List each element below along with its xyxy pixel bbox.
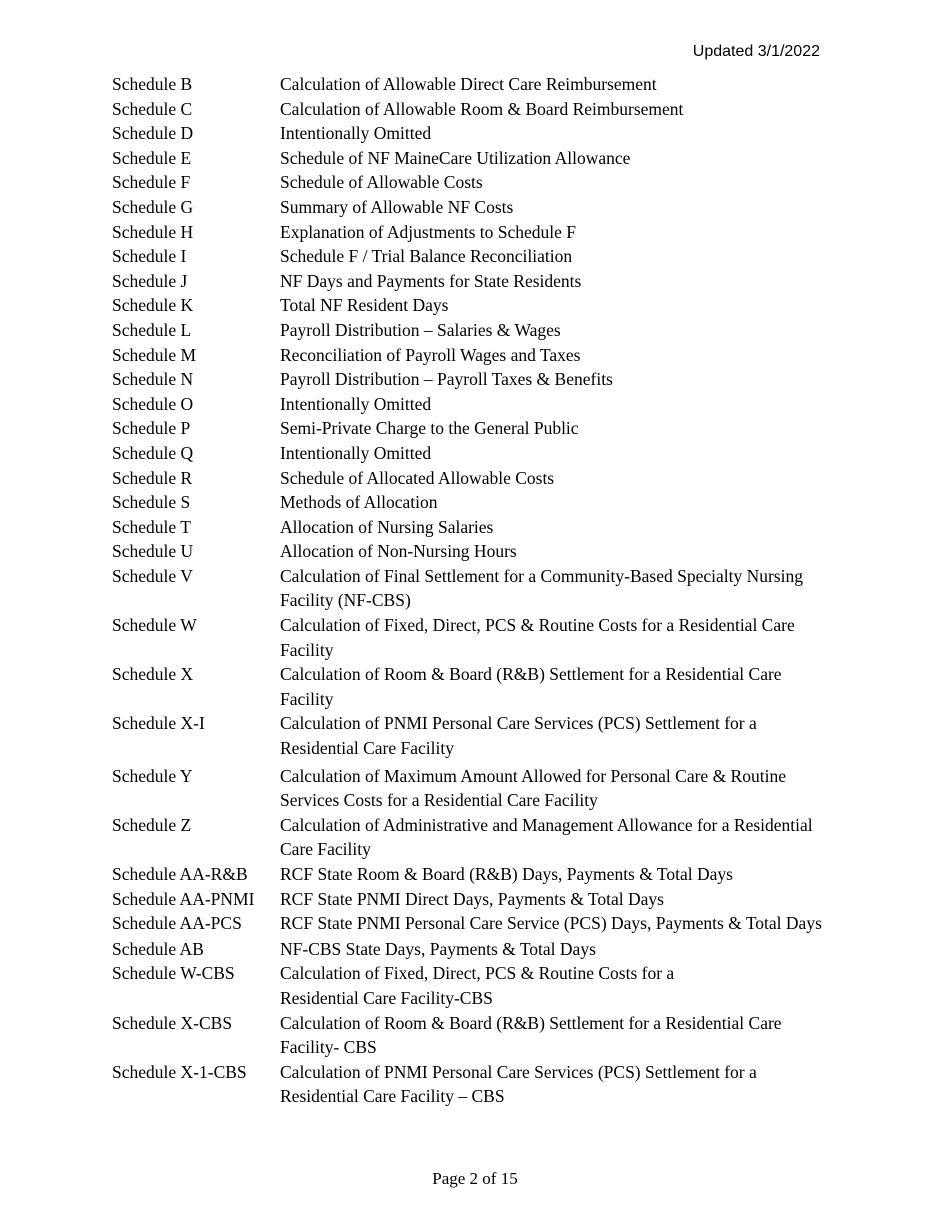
schedule-row — [112, 441, 832, 466]
schedule-code: Schedule N — [112, 369, 194, 390]
schedule-row — [112, 318, 832, 343]
schedule-description: RCF State Room & Board (R&B) Days, Payments & Total Days — [280, 864, 733, 884]
schedule-row — [112, 97, 832, 122]
schedule-code: Schedule B — [112, 74, 193, 94]
schedule-description: RCF State PNMI Personal Care Service (PCS) Days, Payments & Total Days — [280, 913, 822, 934]
schedule-row — [112, 490, 832, 515]
schedule-code: Schedule K — [112, 295, 194, 316]
schedule-code: Schedule I — [112, 246, 187, 267]
schedule-description: Schedule of Allocated Allowable Costs — [280, 467, 555, 488]
schedule-code: Schedule T — [112, 516, 191, 537]
schedule-row — [112, 121, 832, 146]
schedule-row — [112, 862, 832, 887]
schedule-row — [112, 764, 832, 813]
schedule-description: Explanation of Adjustments to Schedule F — [280, 221, 577, 242]
schedule-code: Schedule P — [112, 418, 191, 439]
schedule-code: Schedule X-I — [112, 713, 205, 734]
schedule-row — [112, 539, 832, 564]
schedule-description: Methods of Allocation — [280, 492, 438, 513]
schedule-row — [112, 72, 832, 97]
schedule-description: Calculation of Allowable Direct Care Reimbursement — [280, 74, 657, 94]
schedule-row — [112, 613, 832, 662]
schedule-row — [112, 813, 832, 862]
schedule-description: Reconciliation of Payroll Wages and Taxes — [280, 344, 581, 365]
schedule-description: Payroll Distribution – Payroll Taxes & Benefits — [280, 369, 613, 390]
schedule-description: Allocation of Nursing Salaries — [280, 516, 494, 537]
schedule-row — [112, 1011, 832, 1060]
schedule-row — [112, 711, 832, 760]
schedule-row — [112, 293, 832, 318]
schedule-code: Schedule U — [112, 541, 194, 562]
schedule-row — [112, 244, 832, 269]
schedule-code: Schedule F — [112, 172, 191, 193]
schedule-code: Schedule J — [112, 270, 188, 291]
schedule-description: Calculation of Final Settlement for a Community-Based Specialty Nursing Facility (NF-CBS) — [280, 565, 803, 611]
schedule-description: Payroll Distribution – Salaries & Wages — [280, 319, 561, 340]
schedule-description: Summary of Allowable NF Costs — [280, 196, 514, 217]
schedule-row — [112, 416, 832, 441]
schedule-code: Schedule W — [112, 615, 197, 636]
page-number: Page 2 of 15 — [432, 1169, 518, 1188]
schedule-description: Semi-Private Charge to the General Public — [280, 418, 579, 439]
schedule-row — [112, 195, 832, 220]
schedule-code: Schedule Y — [112, 765, 193, 786]
schedule-code: Schedule W-CBS — [112, 963, 235, 984]
schedule-code: Schedule X-1-CBS — [112, 1061, 247, 1082]
schedule-code: Schedule E — [112, 147, 192, 168]
schedule-row — [112, 564, 832, 613]
schedule-description: Calculation of Room & Board (R&B) Settlement for a Residential Care Facility — [280, 664, 782, 709]
schedule-description: Schedule F / Trial Balance Reconciliation — [280, 246, 573, 267]
schedule-row — [112, 146, 832, 171]
schedule-row — [112, 220, 832, 245]
schedule-code: Schedule L — [112, 319, 192, 340]
schedule-code: Schedule V — [112, 565, 193, 586]
schedule-row — [112, 911, 832, 936]
schedule-code: Schedule AA-PNMI — [112, 888, 255, 909]
schedule-description: Calculation of PNMI Personal Care Services (PCS) Settlement for a Residential Care Facility — [280, 713, 757, 759]
schedule-list — [112, 72, 832, 1109]
schedule-description: NF-CBS State Days, Payments & Total Days — [280, 938, 596, 959]
updated-date: Updated 3/1/2022 — [692, 43, 820, 60]
schedule-description: Total NF Resident Days — [280, 295, 449, 316]
schedule-row — [112, 662, 832, 711]
schedule-code: Schedule AA-R&B — [112, 864, 248, 884]
schedule-code: Schedule D — [112, 123, 194, 144]
schedule-row — [112, 392, 832, 417]
schedule-code: Schedule G — [112, 196, 194, 217]
schedule-row — [112, 269, 832, 294]
schedule-description: NF Days and Payments for State Residents — [280, 270, 582, 291]
schedule-description: Intentionally Omitted — [280, 123, 432, 144]
schedule-description: Calculation of Room & Board (R&B) Settlement for a Residential Care Facility- CBS — [280, 1012, 782, 1058]
schedule-row — [112, 961, 832, 1010]
schedule-row — [112, 937, 832, 962]
schedule-description: Intentionally Omitted — [280, 393, 432, 414]
schedule-code: Schedule S — [112, 492, 191, 513]
schedule-code: Schedule X — [112, 664, 194, 685]
schedule-description: Calculation of Fixed, Direct, PCS & Routine Costs for a Residential Care Facility — [280, 615, 795, 660]
schedule-description: Intentionally Omitted — [280, 442, 432, 463]
schedule-code: Schedule Z — [112, 814, 192, 835]
schedule-code: Schedule H — [112, 221, 194, 242]
schedule-code: Schedule AB — [112, 938, 204, 959]
schedule-row — [112, 367, 832, 392]
schedule-description: Calculation of Maximum Amount Allowed for Personal Care & Routine Services Costs for a Residential Care Facility — [280, 765, 786, 811]
schedule-code: Schedule C — [112, 98, 193, 119]
schedule-description: Schedule of NF MaineCare Utilization Allowance — [280, 147, 631, 168]
schedule-description: Calculation of Allowable Room & Board Reimbursement — [280, 98, 684, 119]
schedule-row — [112, 170, 832, 195]
schedule-code: Schedule Q — [112, 442, 194, 463]
schedule-description: Calculation of Fixed, Direct, PCS & Routine Costs for a Residential Care Facility-CBS — [280, 963, 675, 1008]
schedule-row — [112, 887, 832, 912]
schedule-description: Schedule of Allowable Costs — [280, 172, 483, 193]
schedule-code: Schedule AA-PCS — [112, 913, 242, 934]
schedule-code: Schedule O — [112, 393, 194, 414]
schedule-code: Schedule X-CBS — [112, 1012, 233, 1033]
schedule-code: Schedule R — [112, 467, 193, 488]
schedule-row — [112, 466, 832, 491]
schedule-row — [112, 1060, 832, 1109]
schedule-description: Allocation of Non-Nursing Hours — [280, 541, 517, 562]
schedule-description: Calculation of Administrative and Management Allowance for a Residential Care Facility — [280, 814, 813, 860]
schedule-row — [112, 343, 832, 368]
schedule-code: Schedule M — [112, 344, 197, 365]
schedule-description: RCF State PNMI Direct Days, Payments & Total Days — [280, 888, 664, 909]
schedule-description: Calculation of PNMI Personal Care Services (PCS) Settlement for a Residential Care Facility – CBS — [280, 1061, 757, 1107]
schedule-row — [112, 515, 832, 540]
